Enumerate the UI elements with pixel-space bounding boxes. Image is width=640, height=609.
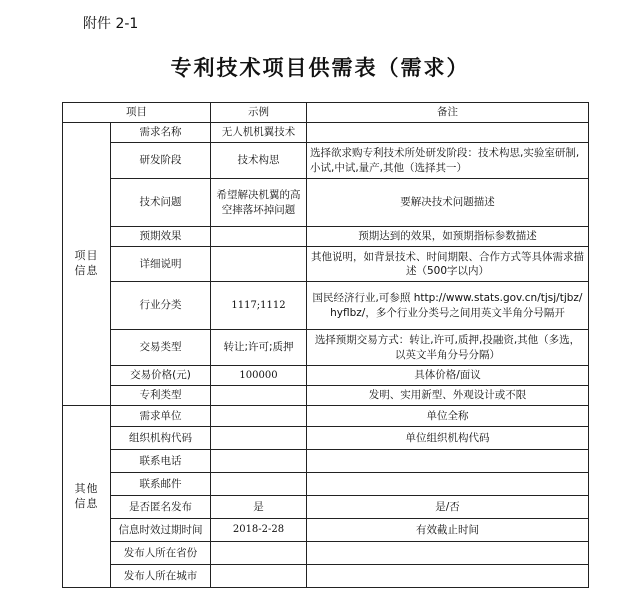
row-example[interactable] xyxy=(211,386,307,406)
row-note: 单位组织机构代码 xyxy=(307,427,589,450)
row-example[interactable] xyxy=(211,565,307,588)
table-row xyxy=(63,473,589,496)
row-note: 国民经济行业,可参照 http://www.stats.gov.cn/tjsj/tjbz/hyflbz/，多个行业分类号之间用英文半角分号隔开 xyxy=(307,282,589,330)
row-example[interactable] xyxy=(211,450,307,473)
row-example[interactable] xyxy=(211,247,307,282)
row-label: 需求名称 xyxy=(111,123,211,143)
table-row xyxy=(63,247,589,282)
row-note xyxy=(307,450,589,473)
table-row xyxy=(63,123,589,143)
row-note: 是/否 xyxy=(307,496,589,519)
row-label: 预期效果 xyxy=(111,227,211,247)
row-label: 是否匿名发布 xyxy=(111,496,211,519)
row-example[interactable]: 100000 xyxy=(211,366,307,386)
table-row xyxy=(63,386,589,406)
row-example[interactable]: 是 xyxy=(211,496,307,519)
row-note xyxy=(307,123,589,143)
row-example[interactable]: 技术构思 xyxy=(211,143,307,179)
row-label: 行业分类 xyxy=(111,282,211,330)
row-label: 发布人所在城市 xyxy=(111,565,211,588)
row-note xyxy=(307,473,589,496)
row-note: 发明、实用新型、外观设计或不限 xyxy=(307,386,589,406)
row-note: 其他说明，如背景技术、时间期限、合作方式等具体需求描述（500字以内） xyxy=(307,247,589,282)
row-example[interactable]: 转让;许可;质押 xyxy=(211,330,307,366)
row-label: 技术问题 xyxy=(111,179,211,227)
table-row xyxy=(63,450,589,473)
header-item: 项目 xyxy=(63,103,211,123)
row-label: 信息时效过期时间 xyxy=(111,519,211,542)
table-row xyxy=(63,519,589,542)
row-note xyxy=(307,565,589,588)
group-project-info: 项目 信息 xyxy=(63,123,111,406)
row-note: 选择预期交易方式：转让,许可,质押,投融资,其他（多选，以英文半角分号分隔） xyxy=(307,330,589,366)
row-note: 有效截止时间 xyxy=(307,519,589,542)
table-header-row xyxy=(63,103,589,123)
page-title: 专利技术项目供需表（需求） xyxy=(170,56,470,80)
row-note xyxy=(307,542,589,565)
row-label: 交易类型 xyxy=(111,330,211,366)
row-label: 研发阶段 xyxy=(111,143,211,179)
row-label: 组织机构代码 xyxy=(111,427,211,450)
row-example[interactable] xyxy=(211,542,307,565)
table-row xyxy=(63,227,589,247)
header-example: 示例 xyxy=(211,103,307,123)
row-note: 预期达到的效果，如预期指标参数描述 xyxy=(307,227,589,247)
table-row xyxy=(63,565,589,588)
table-row xyxy=(63,282,589,330)
table-row xyxy=(63,366,589,386)
row-label: 需求单位 xyxy=(111,406,211,427)
table-row xyxy=(63,143,589,179)
row-label: 联系电话 xyxy=(111,450,211,473)
row-note: 单位全称 xyxy=(307,406,589,427)
table-row xyxy=(63,427,589,450)
row-example[interactable] xyxy=(211,473,307,496)
row-note: 具体价格/面议 xyxy=(307,366,589,386)
row-example[interactable]: 希望解决机翼的高空摔落坏掉问题 xyxy=(211,179,307,227)
row-label: 交易价格(元) xyxy=(111,366,211,386)
table-row xyxy=(63,542,589,565)
row-example[interactable]: 1117;1112 xyxy=(211,282,307,330)
row-label: 发布人所在省份 xyxy=(111,542,211,565)
row-label: 联系邮件 xyxy=(111,473,211,496)
row-note: 要解决技术问题描述 xyxy=(307,179,589,227)
row-label: 专利类型 xyxy=(111,386,211,406)
row-example[interactable]: 2018-2-28 xyxy=(211,519,307,542)
row-example[interactable] xyxy=(211,406,307,427)
row-example[interactable] xyxy=(211,227,307,247)
row-example[interactable] xyxy=(211,427,307,450)
table-row xyxy=(63,330,589,366)
row-note: 选择欲求购专利技术所处研发阶段：技术构思,实验室研制,小试,中试,量产,其他（选择其一） xyxy=(307,143,589,179)
table-row xyxy=(63,406,589,427)
requirement-form-table xyxy=(62,102,589,588)
table-row xyxy=(63,179,589,227)
row-label: 详细说明 xyxy=(111,247,211,282)
attachment-label: 附件 2-1 xyxy=(83,16,139,32)
row-example[interactable]: 无人机机翼技术 xyxy=(211,123,307,143)
table-row xyxy=(63,496,589,519)
group-other-info: 其他 信息 xyxy=(63,406,111,588)
header-note: 备注 xyxy=(307,103,589,123)
